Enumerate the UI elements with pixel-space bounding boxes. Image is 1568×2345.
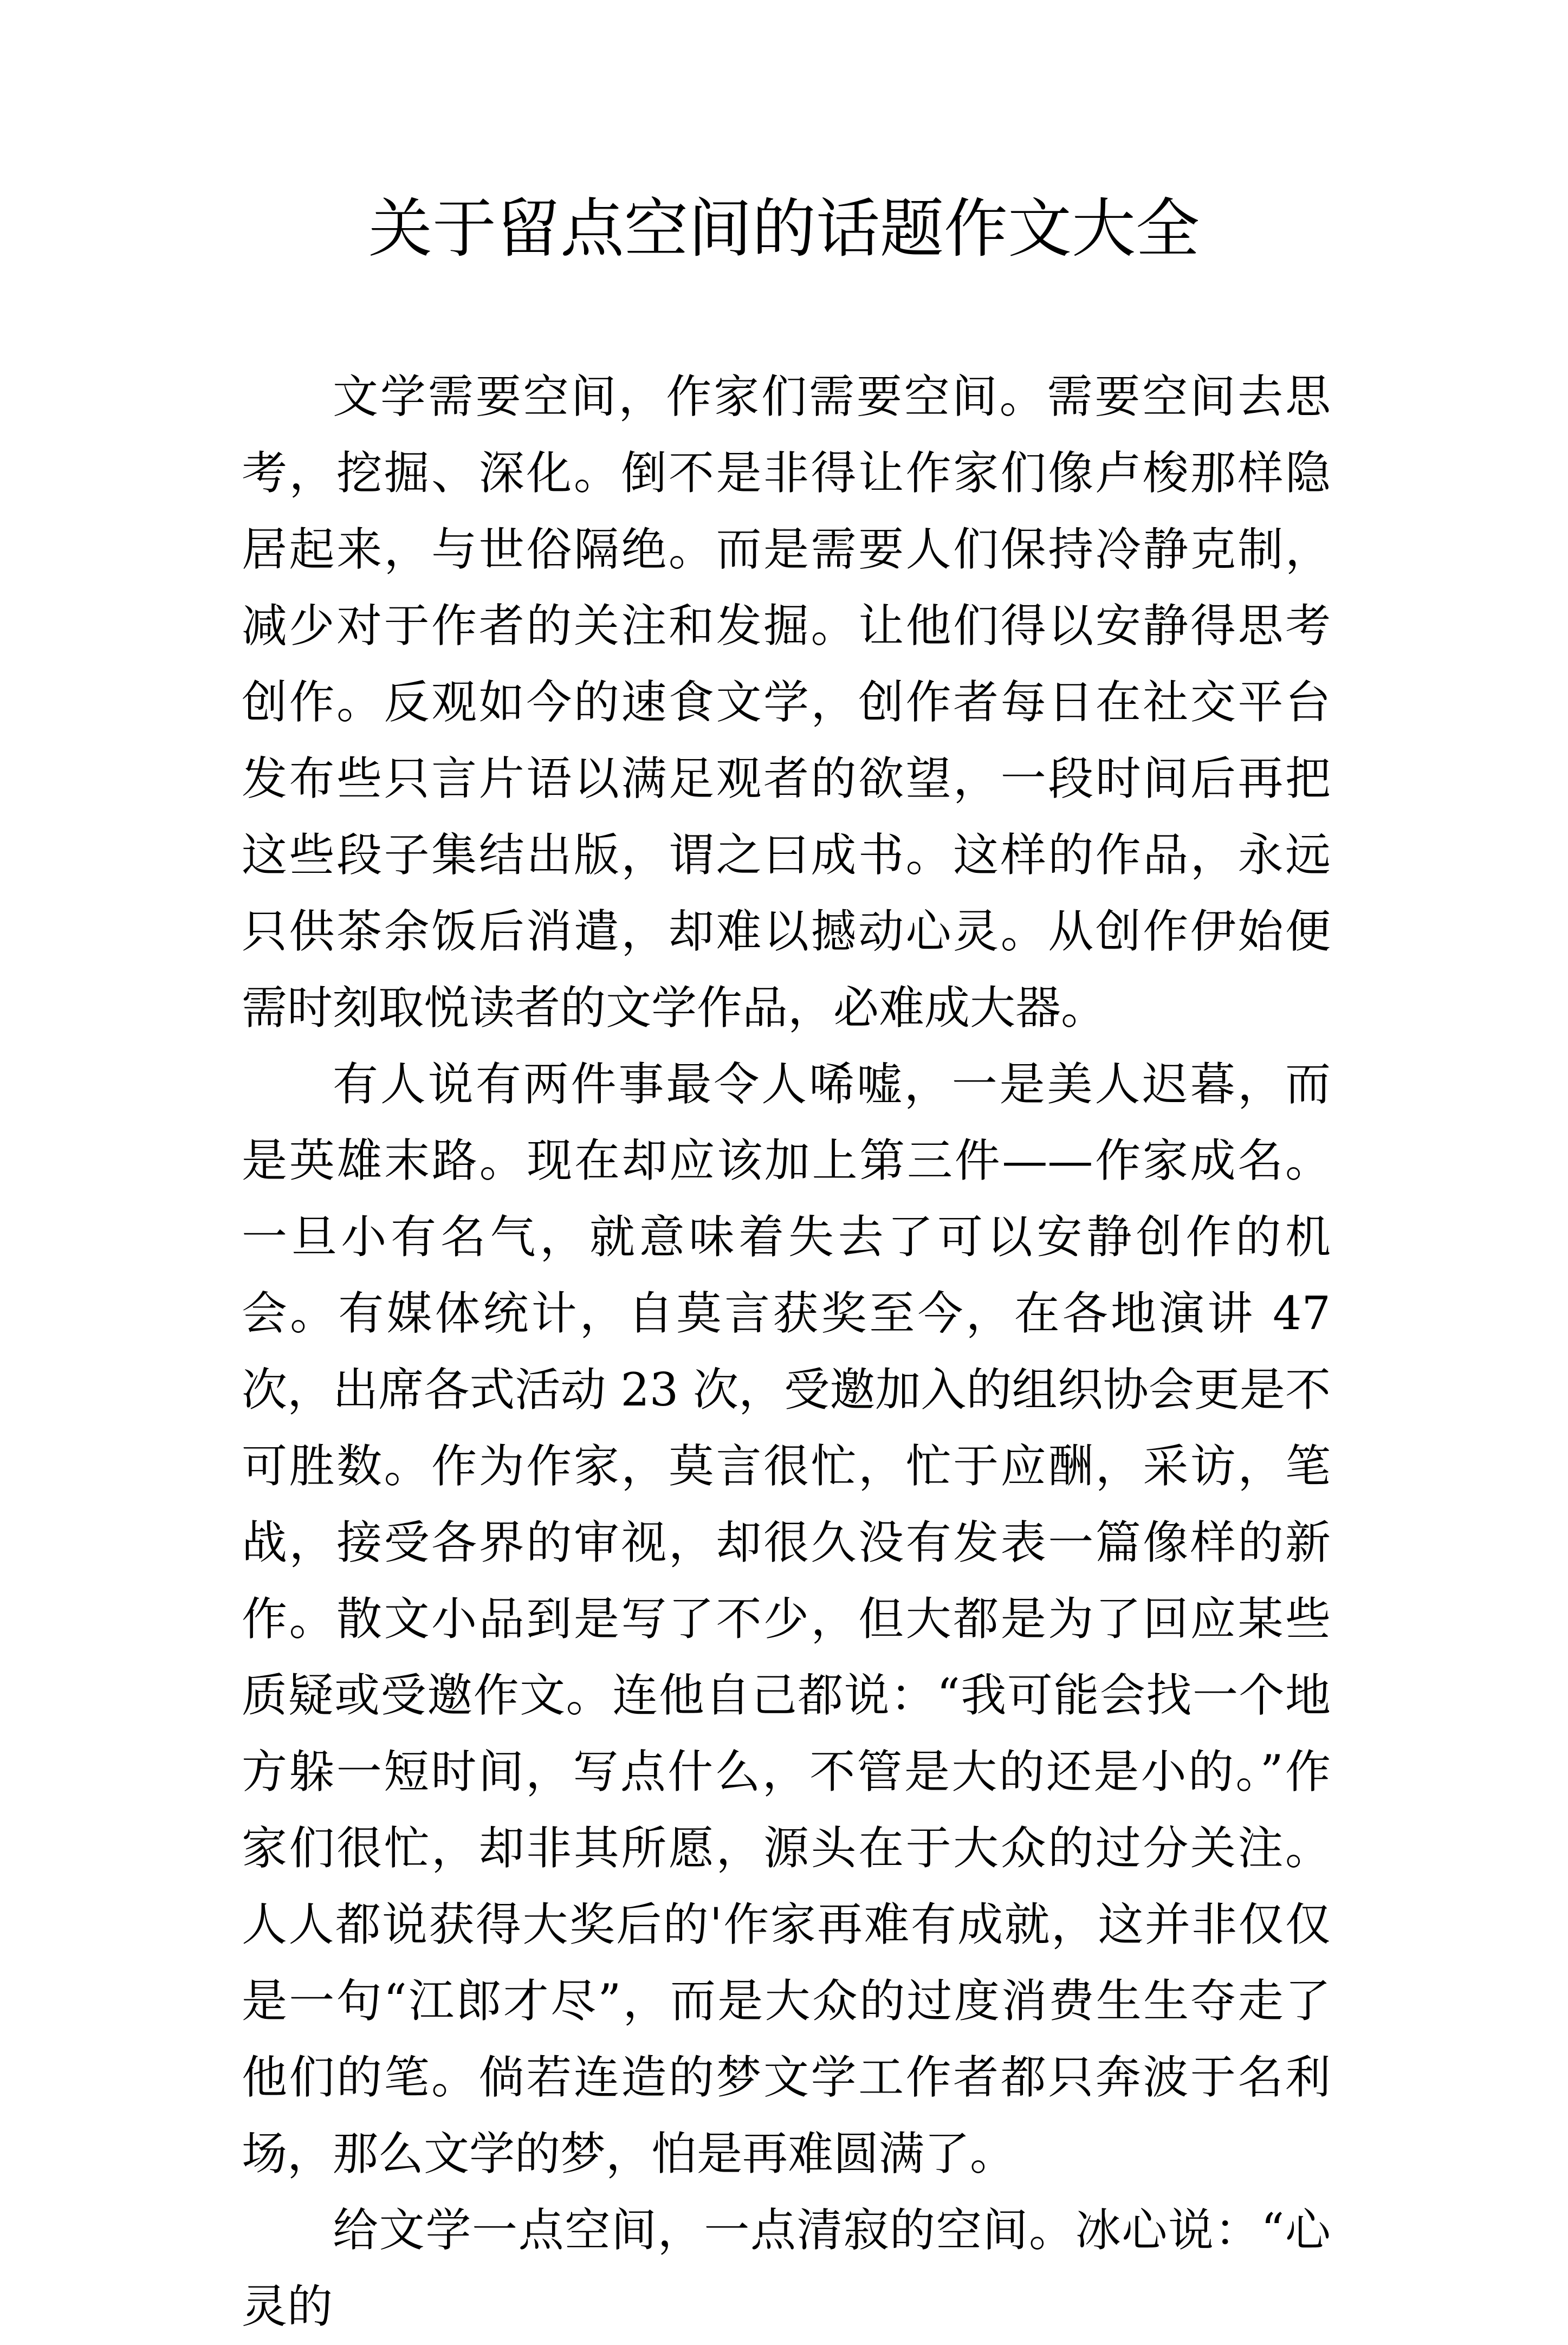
document-title: 关于留点空间的话题作文大全 (368, 191, 1200, 266)
paragraph-2: 有人说有两件事最令人唏嘘，一是美人迟暮，而是英雄末路。现在却应该加上第三件——作家成名。一旦小有名气，就意味着失去了可以安静创作的机会。有媒体统计，自莫言获奖至今，在各地演讲 47 次，出席各式活动 23 次，受邀加入的组织协会更是不可胜数。作为作家，莫言很忙，忙于应酬，采访，笔战，接受各界的审视，却很久没有发表一篇像样的新作。散文小品到是写了不少，但大都是为了回应某些质疑或受邀作文。连他自己都说：“我可能会找一个地方躲一短时间，写点什么，不管是大的还是小的。”作家们很忙，却非其所愿，源头在于大众的过分关注。人人都说获得大奖后的'作家再难有成就，这并非仅仅是一句“江郎才尽”，而是大众的过度消费生生夺走了他们的笔。倘若连造的梦文学工作者都只奔波于名利场，那么文学的梦，怕是再难圆满了。 (242, 1058, 1331, 2180)
paragraph-1: 文学需要空间，作家们需要空间。需要空间去思考，挖掘、深化。倒不是非得让作家们像卢梭那样隐居起来，与世俗隔绝。而是需要人们保持冷静克制，减少对于作者的关注和发掘。让他们得以安静得思考创作。反观如今的速食文学，创作者每日在社交平台发布些只言片语以满足观者的欲望，一段时间后再把这些段子集结出版，谓之曰成书。这样的作品，永远只供茶余饭后消遣，却难以撼动心灵。从创作伊始便需时刻取悦读者的文学作品，必难成大器。 (242, 370, 1331, 1034)
document-body (242, 359, 1331, 2345)
paragraph-3: 给文学一点空间，一点清寂的空间。冰心说：“心灵的 (242, 2204, 1331, 2333)
